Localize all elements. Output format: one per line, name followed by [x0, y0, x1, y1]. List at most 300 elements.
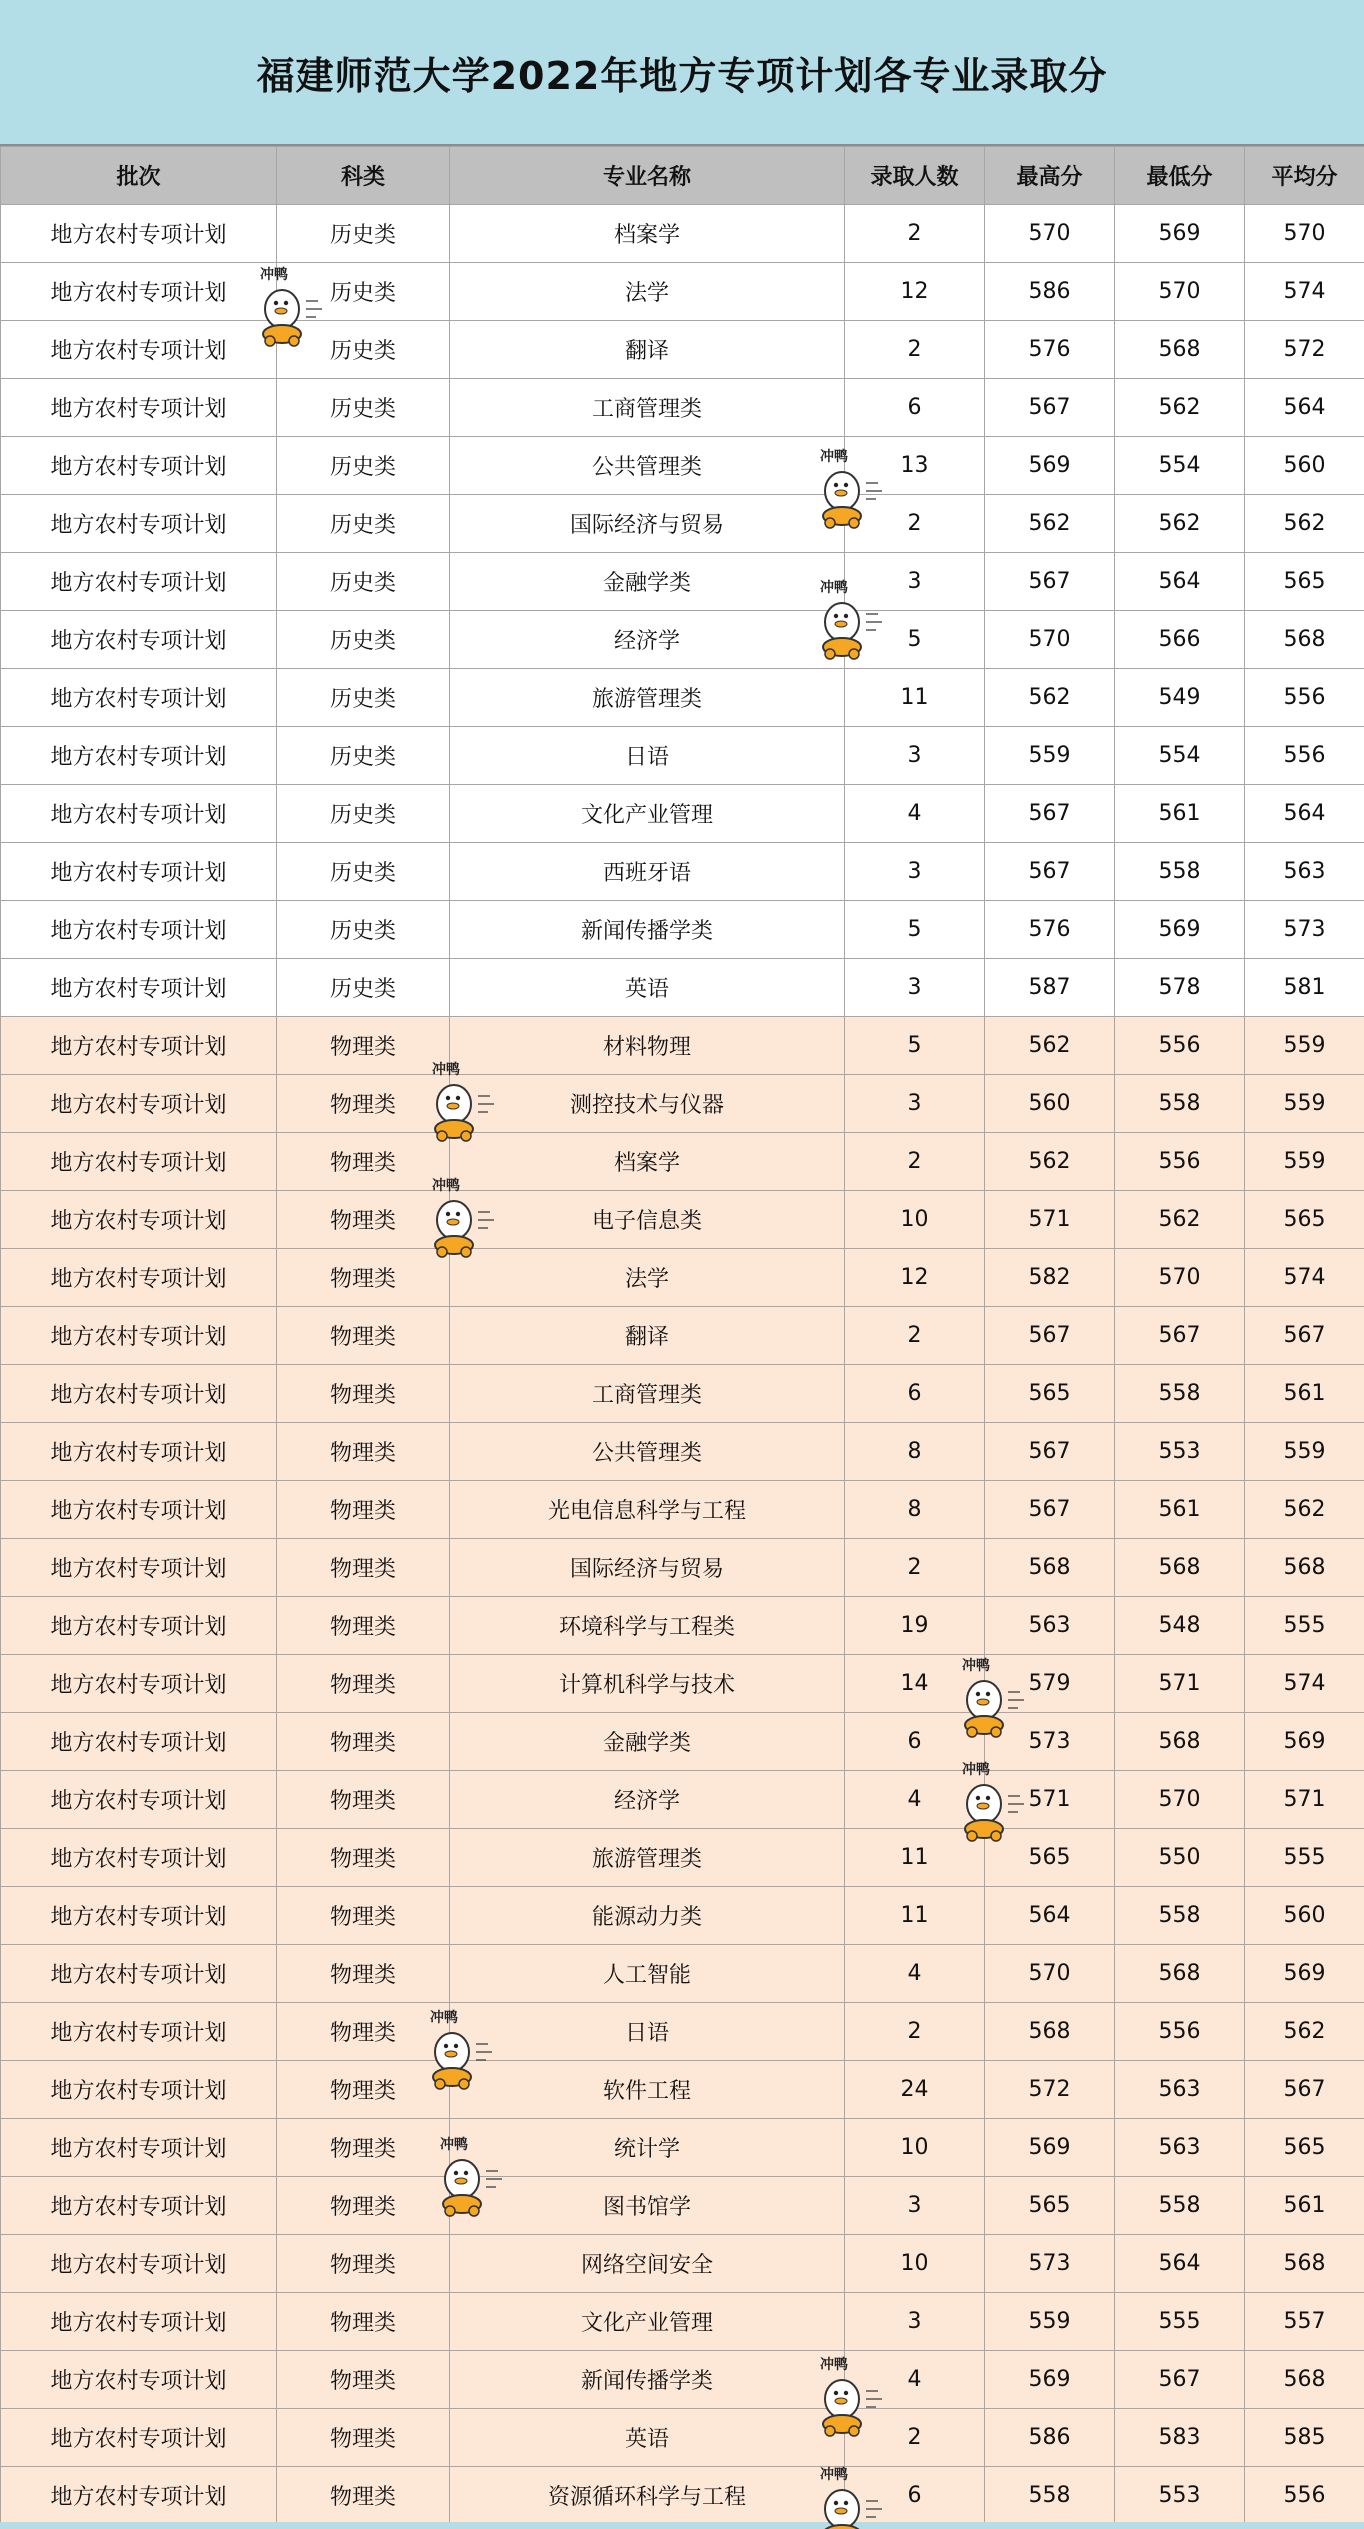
table-row	[1, 1191, 1364, 1249]
cell-avg: 559	[1245, 1423, 1364, 1481]
cell-category: 历史类	[277, 495, 450, 553]
cell-batch: 地方农村专项计划	[1, 495, 277, 553]
cell-max: 570	[985, 1945, 1115, 2003]
cell-avg: 557	[1245, 2293, 1364, 2351]
cell-batch: 地方农村专项计划	[1, 1481, 277, 1539]
cell-avg: 568	[1245, 1539, 1364, 1597]
cell-batch: 地方农村专项计划	[1, 1829, 277, 1887]
cell-min: 566	[1115, 611, 1245, 669]
cell-batch: 地方农村专项计划	[1, 1713, 277, 1771]
cell-category: 历史类	[277, 263, 450, 321]
cell-min: 568	[1115, 1713, 1245, 1771]
cell-avg: 565	[1245, 553, 1364, 611]
cell-category: 物理类	[277, 2061, 450, 2119]
cell-count: 8	[845, 1423, 985, 1481]
cell-max: 559	[985, 2293, 1115, 2351]
cell-batch: 地方农村专项计划	[1, 785, 277, 843]
mascot-caption: 冲鸭	[820, 2467, 848, 2483]
cell-avg: 572	[1245, 321, 1364, 379]
cell-major: 金融学类	[450, 1713, 845, 1771]
cell-count: 10	[845, 1191, 985, 1249]
cell-min: 567	[1115, 2351, 1245, 2409]
cell-count: 3	[845, 727, 985, 785]
cell-max: 565	[985, 2177, 1115, 2235]
cell-batch: 地方农村专项计划	[1, 1307, 277, 1365]
cell-count: 11	[845, 1829, 985, 1887]
cell-category: 历史类	[277, 843, 450, 901]
title-bar	[0, 0, 1364, 146]
cell-batch: 地方农村专项计划	[1, 1133, 277, 1191]
cell-batch: 地方农村专项计划	[1, 843, 277, 901]
mascot-caption: 冲鸭	[440, 2137, 468, 2153]
cell-batch: 地方农村专项计划	[1, 1771, 277, 1829]
cell-max: 567	[985, 843, 1115, 901]
table-row	[1, 669, 1364, 727]
cell-min: 570	[1115, 263, 1245, 321]
cell-avg: 555	[1245, 1597, 1364, 1655]
cell-category: 历史类	[277, 553, 450, 611]
cell-count: 6	[845, 1365, 985, 1423]
cell-min: 553	[1115, 1423, 1245, 1481]
cell-category: 物理类	[277, 2235, 450, 2293]
cell-min: 556	[1115, 1017, 1245, 1075]
cell-avg: 567	[1245, 2061, 1364, 2119]
cell-count: 4	[845, 1771, 985, 1829]
cell-min: 564	[1115, 553, 1245, 611]
cell-count: 24	[845, 2061, 985, 2119]
cell-category: 物理类	[277, 1887, 450, 1945]
cell-category: 历史类	[277, 379, 450, 437]
cell-avg: 560	[1245, 437, 1364, 495]
cell-batch: 地方农村专项计划	[1, 1249, 277, 1307]
cell-avg: 567	[1245, 1307, 1364, 1365]
cell-major: 旅游管理类	[450, 1829, 845, 1887]
cell-max: 559	[985, 727, 1115, 785]
cell-major: 软件工程	[450, 2061, 845, 2119]
cell-avg: 556	[1245, 727, 1364, 785]
cell-max: 576	[985, 901, 1115, 959]
cell-min: 550	[1115, 1829, 1245, 1887]
table-header-row	[1, 147, 1364, 205]
cell-min: 558	[1115, 2177, 1245, 2235]
cell-batch: 地方农村专项计划	[1, 1945, 277, 2003]
cell-min: 558	[1115, 1075, 1245, 1133]
table-row	[1, 727, 1364, 785]
table-row	[1, 1365, 1364, 1423]
cell-batch: 地方农村专项计划	[1, 1655, 277, 1713]
cell-avg: 561	[1245, 2177, 1364, 2235]
cell-avg: 562	[1245, 1481, 1364, 1539]
cell-category: 历史类	[277, 785, 450, 843]
cell-min: 562	[1115, 379, 1245, 437]
cell-min: 569	[1115, 901, 1245, 959]
table-row	[1, 1771, 1364, 1829]
cell-min: 549	[1115, 669, 1245, 727]
cell-min: 554	[1115, 437, 1245, 495]
cell-max: 562	[985, 669, 1115, 727]
cell-category: 物理类	[277, 2119, 450, 2177]
mascot-caption: 冲鸭	[820, 580, 848, 596]
cell-max: 567	[985, 785, 1115, 843]
cell-count: 11	[845, 1887, 985, 1945]
column-header-count: 录取人数	[845, 147, 985, 205]
cell-count: 5	[845, 901, 985, 959]
cell-category: 物理类	[277, 1133, 450, 1191]
cell-category: 历史类	[277, 205, 450, 263]
cell-batch: 地方农村专项计划	[1, 2235, 277, 2293]
table-row	[1, 2177, 1364, 2235]
cell-batch: 地方农村专项计划	[1, 1191, 277, 1249]
cell-max: 567	[985, 379, 1115, 437]
cell-count: 6	[845, 2467, 985, 2525]
cell-major: 测控技术与仪器	[450, 1075, 845, 1133]
cell-major: 工商管理类	[450, 1365, 845, 1423]
page-title: 福建师范大学2022年地方专项计划各专业录取分	[256, 53, 1108, 98]
cell-batch: 地方农村专项计划	[1, 379, 277, 437]
cell-major: 新闻传播学类	[450, 2351, 845, 2409]
table-row	[1, 785, 1364, 843]
cell-avg: 569	[1245, 1945, 1364, 2003]
table-row	[1, 2409, 1364, 2467]
cell-min: 569	[1115, 205, 1245, 263]
cell-max: 570	[985, 205, 1115, 263]
table-row	[1, 1249, 1364, 1307]
table-row	[1, 843, 1364, 901]
cell-batch: 地方农村专项计划	[1, 1017, 277, 1075]
cell-count: 5	[845, 611, 985, 669]
cell-batch: 地方农村专项计划	[1, 1597, 277, 1655]
cell-batch: 地方农村专项计划	[1, 1539, 277, 1597]
cell-min: 568	[1115, 1945, 1245, 2003]
cell-category: 历史类	[277, 669, 450, 727]
table-row	[1, 901, 1364, 959]
cell-count: 2	[845, 1307, 985, 1365]
cell-category: 物理类	[277, 1713, 450, 1771]
cell-count: 3	[845, 959, 985, 1017]
cell-batch: 地方农村专项计划	[1, 437, 277, 495]
cell-max: 586	[985, 263, 1115, 321]
table-row	[1, 2119, 1364, 2177]
cell-category: 物理类	[277, 1423, 450, 1481]
cell-category: 物理类	[277, 1945, 450, 2003]
table-row	[1, 263, 1364, 321]
cell-category: 物理类	[277, 1597, 450, 1655]
cell-category: 物理类	[277, 1481, 450, 1539]
cell-category: 物理类	[277, 2409, 450, 2467]
cell-major: 档案学	[450, 205, 845, 263]
column-header-batch: 批次	[1, 147, 277, 205]
cell-max: 569	[985, 2119, 1115, 2177]
table-row	[1, 321, 1364, 379]
cell-min: 558	[1115, 843, 1245, 901]
cell-count: 3	[845, 553, 985, 611]
cell-batch: 地方农村专项计划	[1, 2467, 277, 2525]
cell-major: 西班牙语	[450, 843, 845, 901]
cell-count: 8	[845, 1481, 985, 1539]
cell-max: 558	[985, 2467, 1115, 2525]
cell-batch: 地方农村专项计划	[1, 2061, 277, 2119]
table-row	[1, 1075, 1364, 1133]
cell-category: 物理类	[277, 1249, 450, 1307]
cell-major: 英语	[450, 959, 845, 1017]
cell-batch: 地方农村专项计划	[1, 1887, 277, 1945]
cell-major: 法学	[450, 1249, 845, 1307]
cell-count: 14	[845, 1655, 985, 1713]
table-body	[1, 205, 1364, 2525]
cell-category: 物理类	[277, 1829, 450, 1887]
table-row	[1, 2003, 1364, 2061]
cell-count: 10	[845, 2235, 985, 2293]
cell-category: 物理类	[277, 1365, 450, 1423]
cell-max: 567	[985, 1481, 1115, 1539]
cell-avg: 562	[1245, 495, 1364, 553]
cell-min: 568	[1115, 1539, 1245, 1597]
cell-major: 能源动力类	[450, 1887, 845, 1945]
cell-avg: 568	[1245, 2235, 1364, 2293]
table-row	[1, 1945, 1364, 2003]
cell-major: 图书馆学	[450, 2177, 845, 2235]
cell-min: 564	[1115, 2235, 1245, 2293]
cell-max: 562	[985, 1133, 1115, 1191]
mascot-caption: 冲鸭	[432, 1062, 460, 1078]
cell-batch: 地方农村专项计划	[1, 553, 277, 611]
cell-avg: 565	[1245, 1191, 1364, 1249]
cell-count: 12	[845, 1249, 985, 1307]
mascot-caption: 冲鸭	[962, 1658, 990, 1674]
cell-avg: 568	[1245, 611, 1364, 669]
cell-max: 562	[985, 495, 1115, 553]
cell-category: 物理类	[277, 1191, 450, 1249]
cell-max: 576	[985, 321, 1115, 379]
cell-avg: 574	[1245, 1655, 1364, 1713]
cell-count: 5	[845, 1017, 985, 1075]
cell-batch: 地方农村专项计划	[1, 959, 277, 1017]
cell-min: 548	[1115, 1597, 1245, 1655]
cell-category: 物理类	[277, 1075, 450, 1133]
table-row	[1, 2235, 1364, 2293]
cell-min: 568	[1115, 321, 1245, 379]
cell-avg: 563	[1245, 843, 1364, 901]
cell-category: 物理类	[277, 2293, 450, 2351]
cell-batch: 地方农村专项计划	[1, 1423, 277, 1481]
cell-major: 电子信息类	[450, 1191, 845, 1249]
table-row	[1, 1017, 1364, 1075]
cell-category: 物理类	[277, 2177, 450, 2235]
cell-count: 4	[845, 1945, 985, 2003]
cell-max: 572	[985, 2061, 1115, 2119]
cell-major: 法学	[450, 263, 845, 321]
table-row	[1, 553, 1364, 611]
cell-major: 国际经济与贸易	[450, 1539, 845, 1597]
mascot-caption: 冲鸭	[430, 2010, 458, 2026]
cell-major: 翻译	[450, 1307, 845, 1365]
cell-max: 579	[985, 1655, 1115, 1713]
cell-avg: 568	[1245, 2351, 1364, 2409]
cell-count: 2	[845, 205, 985, 263]
column-header-category: 科类	[277, 147, 450, 205]
cell-batch: 地方农村专项计划	[1, 1075, 277, 1133]
cell-category: 物理类	[277, 1655, 450, 1713]
cell-count: 3	[845, 2293, 985, 2351]
cell-min: 563	[1115, 2119, 1245, 2177]
cell-category: 历史类	[277, 727, 450, 785]
cell-max: 567	[985, 1423, 1115, 1481]
cell-batch: 地方农村专项计划	[1, 2351, 277, 2409]
cell-batch: 地方农村专项计划	[1, 2003, 277, 2061]
cell-count: 4	[845, 785, 985, 843]
column-header-major: 专业名称	[450, 147, 845, 205]
cell-max: 564	[985, 1887, 1115, 1945]
cell-max: 560	[985, 1075, 1115, 1133]
cell-min: 558	[1115, 1365, 1245, 1423]
table-row	[1, 379, 1364, 437]
column-header-avg: 平均分	[1245, 147, 1364, 205]
cell-category: 历史类	[277, 901, 450, 959]
cell-major: 网络空间安全	[450, 2235, 845, 2293]
cell-category: 物理类	[277, 2003, 450, 2061]
cell-batch: 地方农村专项计划	[1, 263, 277, 321]
table-row	[1, 1597, 1364, 1655]
cell-batch: 地方农村专项计划	[1, 2177, 277, 2235]
cell-avg: 573	[1245, 901, 1364, 959]
cell-max: 562	[985, 1017, 1115, 1075]
cell-category: 物理类	[277, 2351, 450, 2409]
cell-category: 物理类	[277, 1771, 450, 1829]
cell-avg: 559	[1245, 1017, 1364, 1075]
cell-avg: 581	[1245, 959, 1364, 1017]
cell-count: 3	[845, 1075, 985, 1133]
cell-batch: 地方农村专项计划	[1, 2409, 277, 2467]
cell-count: 19	[845, 1597, 985, 1655]
cell-avg: 561	[1245, 1365, 1364, 1423]
cell-major: 国际经济与贸易	[450, 495, 845, 553]
cell-batch: 地方农村专项计划	[1, 2293, 277, 2351]
cell-major: 经济学	[450, 611, 845, 669]
cell-major: 新闻传播学类	[450, 901, 845, 959]
cell-avg: 574	[1245, 263, 1364, 321]
cell-major: 经济学	[450, 1771, 845, 1829]
cell-min: 570	[1115, 1771, 1245, 1829]
cell-category: 历史类	[277, 959, 450, 1017]
cell-count: 13	[845, 437, 985, 495]
table-row	[1, 205, 1364, 263]
cell-avg: 571	[1245, 1771, 1364, 1829]
cell-max: 565	[985, 1365, 1115, 1423]
table-row	[1, 1481, 1364, 1539]
cell-max: 573	[985, 1713, 1115, 1771]
mascot-caption: 冲鸭	[820, 2357, 848, 2373]
cell-major: 文化产业管理	[450, 2293, 845, 2351]
cell-avg: 562	[1245, 2003, 1364, 2061]
cell-avg: 555	[1245, 1829, 1364, 1887]
cell-min: 571	[1115, 1655, 1245, 1713]
cell-max: 573	[985, 2235, 1115, 2293]
cell-batch: 地方农村专项计划	[1, 611, 277, 669]
cell-count: 12	[845, 263, 985, 321]
table-row	[1, 2061, 1364, 2119]
cell-major: 公共管理类	[450, 1423, 845, 1481]
cell-min: 558	[1115, 1887, 1245, 1945]
column-header-min: 最低分	[1115, 147, 1245, 205]
cell-count: 10	[845, 2119, 985, 2177]
mascot-caption: 冲鸭	[260, 267, 288, 283]
cell-max: 571	[985, 1771, 1115, 1829]
cell-count: 2	[845, 1133, 985, 1191]
cell-major: 计算机科学与技术	[450, 1655, 845, 1713]
cell-batch: 地方农村专项计划	[1, 727, 277, 785]
cell-category: 物理类	[277, 2467, 450, 2525]
cell-avg: 556	[1245, 2467, 1364, 2525]
cell-max: 565	[985, 1829, 1115, 1887]
cell-min: 561	[1115, 785, 1245, 843]
table-row	[1, 1713, 1364, 1771]
cell-avg: 564	[1245, 785, 1364, 843]
table-row	[1, 2293, 1364, 2351]
cell-batch: 地方农村专项计划	[1, 205, 277, 263]
cell-major: 光电信息科学与工程	[450, 1481, 845, 1539]
cell-category: 历史类	[277, 437, 450, 495]
cell-major: 文化产业管理	[450, 785, 845, 843]
cell-min: 570	[1115, 1249, 1245, 1307]
cell-category: 历史类	[277, 321, 450, 379]
cell-avg: 564	[1245, 379, 1364, 437]
cell-avg: 560	[1245, 1887, 1364, 1945]
cell-max: 586	[985, 2409, 1115, 2467]
cell-major: 旅游管理类	[450, 669, 845, 727]
cell-min: 562	[1115, 1191, 1245, 1249]
table-row	[1, 1423, 1364, 1481]
cell-count: 11	[845, 669, 985, 727]
cell-major: 日语	[450, 2003, 845, 2061]
table-row	[1, 1887, 1364, 1945]
cell-count: 2	[845, 2409, 985, 2467]
cell-max: 568	[985, 1539, 1115, 1597]
cell-max: 570	[985, 611, 1115, 669]
cell-count: 3	[845, 843, 985, 901]
cell-major: 金融学类	[450, 553, 845, 611]
cell-avg: 574	[1245, 1249, 1364, 1307]
cell-max: 567	[985, 553, 1115, 611]
cell-major: 环境科学与工程类	[450, 1597, 845, 1655]
cell-max: 563	[985, 1597, 1115, 1655]
cell-batch: 地方农村专项计划	[1, 321, 277, 379]
cell-major: 材料物理	[450, 1017, 845, 1075]
cell-avg: 565	[1245, 2119, 1364, 2177]
cell-batch: 地方农村专项计划	[1, 669, 277, 727]
cell-major: 资源循环科学与工程	[450, 2467, 845, 2525]
table-row	[1, 1655, 1364, 1713]
cell-max: 569	[985, 437, 1115, 495]
cell-avg: 569	[1245, 1713, 1364, 1771]
cell-major: 人工智能	[450, 1945, 845, 2003]
cell-max: 582	[985, 1249, 1115, 1307]
cell-category: 物理类	[277, 1539, 450, 1597]
cell-count: 3	[845, 2177, 985, 2235]
cell-category: 历史类	[277, 611, 450, 669]
column-header-max: 最高分	[985, 147, 1115, 205]
table-row	[1, 2351, 1364, 2409]
cell-min: 553	[1115, 2467, 1245, 2525]
cell-major: 统计学	[450, 2119, 845, 2177]
mascot-caption: 冲鸭	[432, 1178, 460, 1194]
cell-avg: 585	[1245, 2409, 1364, 2467]
cell-min: 562	[1115, 495, 1245, 553]
cell-category: 物理类	[277, 1307, 450, 1365]
cell-min: 555	[1115, 2293, 1245, 2351]
cell-min: 567	[1115, 1307, 1245, 1365]
cell-avg: 559	[1245, 1075, 1364, 1133]
cell-max: 587	[985, 959, 1115, 1017]
